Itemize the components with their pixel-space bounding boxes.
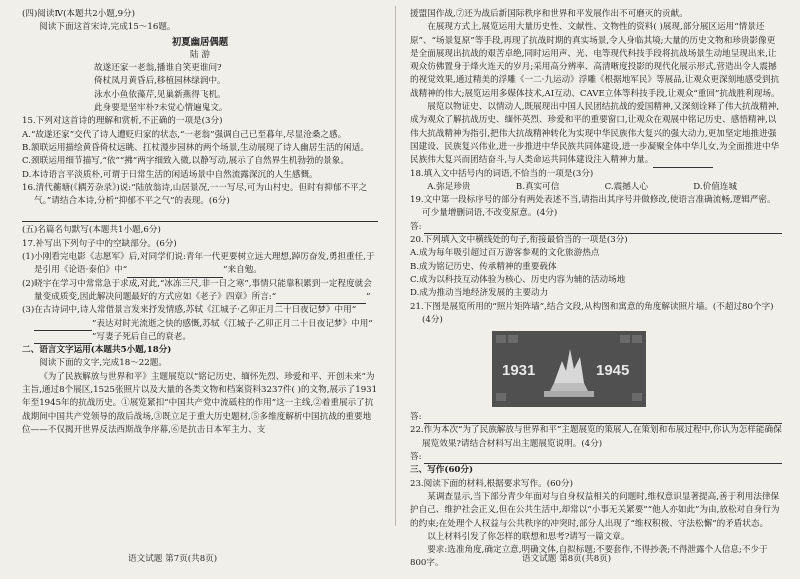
section-language-use: 二、语言文字运用(本题共5小题,18分) (22, 345, 172, 356)
reading-4-intro: 阅读下面这首宋诗,完成15～16题。 (39, 22, 176, 33)
passage-paragraph-1-cont: 援盟国作战,⑦还为战后新国际秩序和世界和平发展作出不可磨灭的贡献。 (410, 9, 688, 19)
answer-line (410, 451, 782, 464)
writing-material: 某调查显示,当下部分青少年面对与自身权益相关的问题时,维权意识显著提高,善于利用法律保护自己、维护社会正义,但在公共生活中,却常以“小事无关紧要”“他人亦如此”为由,放松对自身行为的约束;在处理个人权益与公共秩序的冲突时,部分人出现了“维权积极、守法松懈”的矛盾状态。 (410, 491, 780, 529)
answer-label: 答: (410, 221, 422, 232)
q20-option-a: A.成为每年吸引超过百万游客参观的文化旅游热点 (410, 248, 600, 259)
writing-requirements: 要求:选准角度,确定立意,明确文体,自拟标题;不要套作,不得抄袭;不得泄露个人信息;不少于800字。 (410, 545, 768, 569)
poem-title: 初夏幽居偶题 (171, 36, 229, 48)
answer-line (22, 209, 378, 222)
question-22: 22.作为本次“为了民族解放与世界和平”主题展览的策展人,在策划和布展过程中,你认为怎样能确保展览效果?请结合材料写出主题展览说明。(4分) (410, 425, 782, 449)
q18-options (410, 181, 782, 194)
q17-part-1: (1)小刚看完电影《志愿军》后,对同学们说:青年一代更要树立远大理想,踔厉奋发,勇担重任,于是引用《论语·泰伯》中“ ”来自勉。 (22, 251, 378, 278)
q17-part-3: (3)在古诗词中,诗人常借景言发来抒发情感,苏轼《江城子·乙卯正月二十日夜记梦》中用“”表达对时光流逝之快的感慨,苏轼《江城子·乙卯正月二十日夜记梦》中用“”写妻子死后自己的衰老。 (22, 304, 378, 344)
passage-paragraph-1: 《为了民族解放与世界和平》主题展览以“铭记历史、缅怀先烈、珍爱和平、开创未来”为主旨,通过8个展区,1525张照片以及大量的各类文物和档案资料3237件( )的文物,展示了1931年至1945年的抗战历史。①展览紧扣“中国共产党中流砥柱的作用”这一主线,②着重展示了抗战期间中国共产党领导的敌后战场,③既立足于重大历史题材,⑤多维度解析中国抗战的重要地位——不仅揭开世界反法西斯战争序幕,⑥是抗击日本军主力、支 (22, 371, 378, 435)
q15-option-a: A.“故遂还家”交代了诗人遭贬归家的状态,“一老翁”强调自己已至暮年,尽显沧桑之感。 (22, 129, 347, 140)
question-15: 15.下列对这首诗的理解和赏析,不正确的一项是(3分) (22, 116, 223, 127)
poem-line: 此身要是坚牢朴?未觉心情遍鬼文。 (94, 103, 228, 114)
q15-option-b: B.颔联运用描绘黄昏倚杖远眺、扛杖漫步园林的两个场景,生动展现了诗人幽居生活的闲适。 (22, 142, 369, 153)
blank (34, 330, 92, 331)
question-23: 23.阅读下面的材料,根据要求写作。(60分) (410, 478, 573, 489)
question-21: 21.下图是展览所用的“照片矩阵墙”,结合文段,从构图和寓意的角度解读照片墙。(不超过80个字)(4分) (410, 301, 774, 325)
section-reading-4: (四)阅读Ⅳ(本题共2小题,9分) (22, 9, 136, 19)
q18-option-b: B.真实可信 (515, 181, 560, 192)
q17-part-2: (2)晓宇在学习中常常急于求成,对此,“冰冻三尺,非一日之寒”,事情只能靠积累到一定程度就会量变成质变,因此解决问题最好的方式应如《老子》四章》所言:“ ” (22, 278, 378, 305)
answer-label: 答: (410, 452, 422, 463)
question-18: 18.填入文中括号内的词语,不恰当的一项是(3分) (410, 168, 594, 179)
question-17: 17.补写出下列句子中的空缺部分。(6分) (22, 238, 177, 249)
question-19: 19.文中第一段标序号的部分有两处表述不当,请指出其序号并做修改,使语言准确流畅,逻辑严密。可少量增删词语,不改变原意。(4分) (410, 195, 776, 219)
poem-line: 泳水小鱼依藻芹,见巢新燕得飞机。 (94, 89, 226, 100)
q20-option-d: D.成为推动当地经济发展的主要动力 (410, 288, 549, 299)
q20-option-b: B.成为铭记历史、传承精神的重要载体 (410, 261, 557, 272)
section-writing: 三、写作(60分) (410, 465, 474, 476)
language-intro: 阅读下面的文字,完成18～22题。 (39, 358, 167, 369)
answer-line (410, 221, 782, 234)
q20-option-c: C.成为以科技互动体验为核心、历史内容为辅的活动场地 (410, 274, 626, 285)
q15-option-d: D.本诗语言平淡质朴,可谓于日常生活的闲适场景中自然流露深沉的人生感慨。 (22, 169, 318, 180)
poem-author: 陆 游 (190, 49, 210, 60)
page-footer-left: 语文试题 第7页(共8页) (128, 554, 218, 564)
poem-line: 故遂还家一老翁,播谁自笑更谁问? (94, 63, 222, 74)
photo-matrix-wall (492, 331, 646, 407)
photo-year-start: 1931 (502, 362, 536, 380)
passage-paragraph-2: 在展现方式上,展览运用大量历史性、文献性、文物性的资料( )展现,部分展区运用“情景还原”、“场景复原”等手段,再现了抗战时期的真实场景,令人身临其境;大量的历史文物和珍贵影像更是全面展现出抗战的艰苦卓绝,同时运用声、光、电等现代科技手段将抗战场景生动地呈现出来,让观众仿佛置身于烽火连天的岁月;采用高分辨率、高清晰度投影的现代化展示形式,营造出令人震撼的视觉效果,通过精美的浮雕《一二·九运动》浮雕《根据地军民》等展品,让观众更深刻地感受到抗战精神的伟大;展览运用多媒体技术,AI互动、CAVE立体等科技手段,让观众“重回”抗战胜利现场。 (410, 22, 780, 99)
question-20: 20.下列填入文中横线处的句子,衔接最恰当的一项是(3分) (410, 235, 628, 246)
q18-option-a: A.弥足珍贵 (427, 181, 471, 192)
q15-option-c: C.颈联运用细节描写,“依”“拂”两字细致入微,以静写动,展示了自然界生机勃勃的景象。 (22, 156, 349, 167)
left-column (22, 8, 378, 437)
q18-option-c: C.震撼人心 (604, 181, 648, 192)
answer-label: 答: (410, 412, 422, 423)
poem-line: 倚杖凤月黄昏后,移植园林绿润中。 (94, 76, 226, 87)
section-dictation: (五)名篇名句默写(本题共1小题,6分) (22, 225, 161, 236)
question-16: 16.清代蘅塘(《耦芳杂录》)说:“陆放翁诗,山居景况,一一写尽,可为山村史。但时有抑郁不平之气。”请结合本诗,分析“抑郁不平之气”的表现。(6分) (22, 182, 368, 207)
column-divider (395, 6, 396, 526)
passage-paragraph-3: 展览以物证史、以情动人,既展现出中国人民团结抗战的爱国精神,又深刻诠释了伟大抗战精神,成为观众了解抗战历史、缅怀英烈、珍爱和平的重要窗口,让观众在观展中铭记历史、感悟精神,以伟大抗战精神为指引,把伟大抗战精神转化为实现中华民族伟大复兴的强大动力,更加坚定地推进强国建设、民族复兴伟业,进一步推进中华民族共同体建设,进一步凝聚全体中华儿女,为全面推进中华民族伟大复兴而团结奋斗,与人类命运共同体建设注入精神力量。 (410, 101, 782, 167)
photo-year-end: 1945 (596, 362, 630, 380)
page-footer-right: 语文试题 第8页(共8页) (522, 554, 612, 564)
writing-task: 以上材料引发了你怎样的联想和思考?请写一篇文章。 (427, 531, 630, 542)
answer-line (410, 411, 782, 424)
blank (653, 167, 713, 168)
q18-option-d: D.价值连城 (693, 181, 737, 192)
right-column (410, 8, 782, 571)
